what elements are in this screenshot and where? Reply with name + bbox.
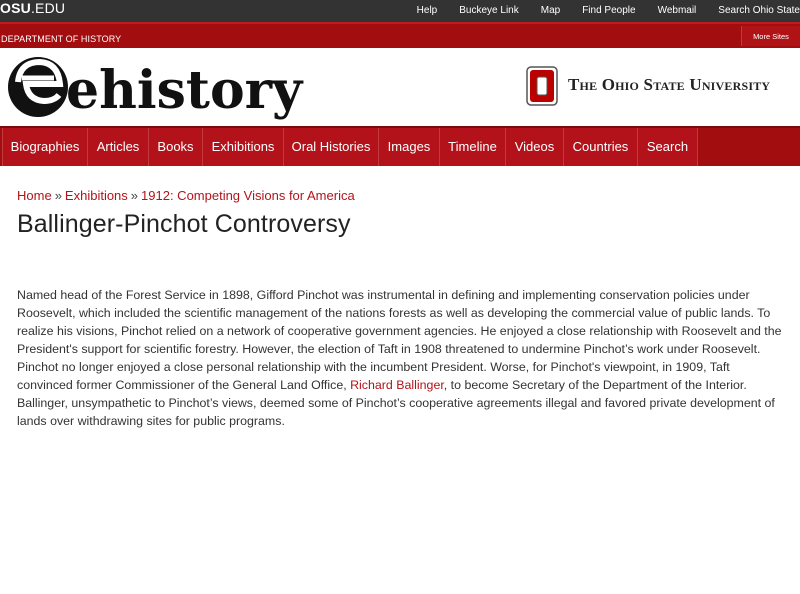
article-body (17, 286, 787, 430)
nav-oral-histories[interactable]: Oral Histories (284, 128, 379, 166)
block-o-icon (526, 66, 558, 106)
help-link[interactable]: Help (416, 5, 438, 16)
ohio-state-brand[interactable] (526, 66, 800, 106)
nav-images[interactable]: Images (379, 128, 440, 166)
ehistory-wordmark: ehistory (66, 60, 303, 121)
department-bar (0, 22, 800, 48)
nav-biographies[interactable]: Biographies (2, 128, 88, 166)
richard-ballinger-link[interactable]: Richard Ballinger (350, 378, 444, 392)
nav-timeline[interactable]: Timeline (440, 128, 506, 166)
body-text-part-1: Named head of the Forest Service in 1898, Gifford Pinchot was instrumental in defining and implementing conservation policies under Roosevelt, which included the scientific management of the nations forests as well as developing the commercial value of public lands. To realize his visions, Pinchot relied on a network of cooperative government agencies. He enjoyed a close relationship with Roosevelt and the President's support for scientific forestry. However, the election of Taft in 1908 threatened to undermine Pinchot’s work under Roosevelt. Pinchot no longer enjoyed a close personal relationship with the incumbent President. Worse, for Pinchot's viewpoint, in 1909, Taft convinced former Commissioner of the General Land Office, (17, 288, 782, 392)
find-people-link[interactable]: Find People (582, 5, 636, 16)
nav-countries[interactable]: Countries (564, 128, 638, 166)
site-header (0, 48, 800, 126)
breadcrumb-1912-exhibition[interactable]: 1912: Competing Visions for America (141, 188, 355, 203)
breadcrumb (17, 188, 355, 203)
breadcrumb-separator: » (54, 188, 62, 203)
body-text-part-2: , to become Secretary of the Department of the Interior. Ballinger, unsympathetic to Pinchot’s views, deemed some of Pinchot’s cooperative agreements illegal and favored private development of lands over withdrawing sites for public programs. (17, 378, 775, 428)
more-sites-button[interactable]: More Sites (741, 26, 800, 46)
osu-links (417, 0, 800, 22)
nav-videos[interactable]: Videos (506, 128, 564, 166)
search-ohio-state-link[interactable]: Search Ohio State (718, 5, 800, 16)
page-title: Ballinger-Pinchot Controversy (17, 210, 351, 238)
breadcrumb-exhibitions[interactable]: Exhibitions (64, 188, 128, 203)
buckeye-link[interactable]: Buckeye Link (459, 5, 519, 16)
nav-search[interactable]: Search (638, 128, 698, 166)
breadcrumb-home[interactable]: Home (17, 188, 52, 203)
nav-exhibitions[interactable]: Exhibitions (203, 128, 284, 166)
osu-top-bar (0, 0, 800, 22)
department-name[interactable]: DEPARTMENT OF HISTORY (1, 34, 122, 44)
osu-edu-link[interactable] (0, 0, 65, 22)
ehistory-logo[interactable] (8, 52, 303, 122)
nav-books[interactable]: Books (149, 128, 203, 166)
webmail-link[interactable]: Webmail (657, 5, 697, 16)
breadcrumb-separator: » (130, 188, 139, 203)
university-name: The Ohio State University (568, 75, 771, 94)
osu-logo-bold: OSU (0, 0, 31, 16)
main-nav (0, 126, 800, 166)
map-link[interactable]: Map (540, 5, 561, 16)
nav-articles[interactable]: Articles (88, 128, 149, 166)
osu-logo-rest: .EDU (30, 0, 66, 16)
